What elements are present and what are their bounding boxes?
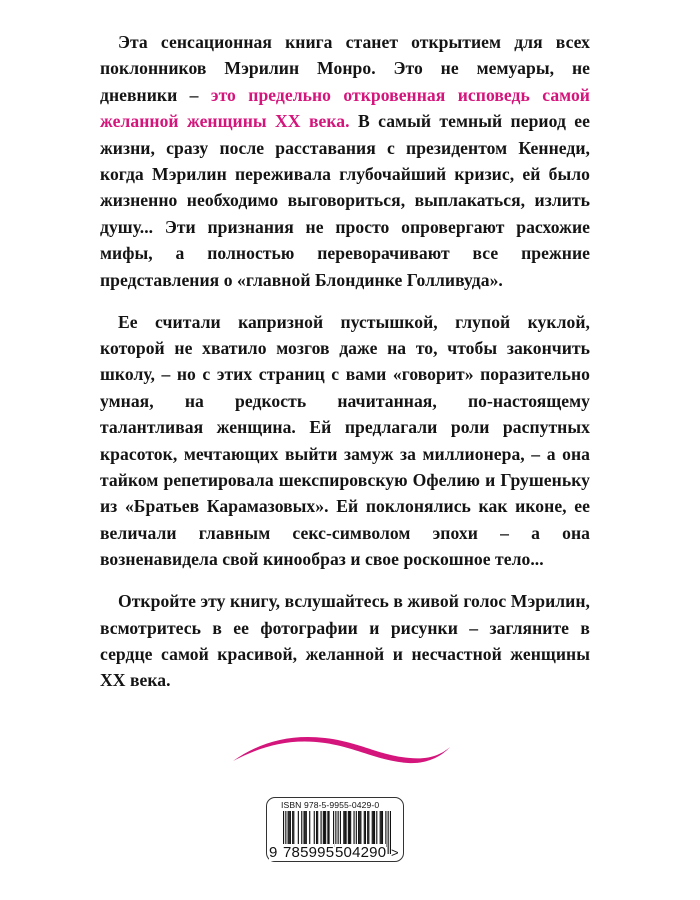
back-cover-blurb [100, 29, 590, 694]
quiet-zone-mark: > [391, 845, 399, 860]
blurb-paragraph-3: Откройте эту книгу, вслушайтесь в живой голос Мэрилин, всмотритесь в ее фотографии и рисунки – загляните в сердце самой красивой, желанной и несчастной женщины XX века. [100, 591, 590, 691]
paragraph-1-body: В самый темный период ее жизни, сразу после расставания с президентом Кеннеди, когда Мэрилин переживала глубочайший кризис, ей было жизненно необходимо выговориться, выплакаться, излить душу... Эти признания не просто опровергают расхожие мифы, а полностью переворачивают все прежние представления о «главной Блондинке Голливуда». [100, 111, 591, 290]
blurb-paragraph-1 [100, 29, 590, 293]
paragraph-1-intro: Эта сенсационная книга станет открытием для всех поклонников Мэрилин Монро. Это не мемуары, не дневники – [100, 32, 590, 105]
swoosh-shape [233, 737, 450, 763]
isbn-label: ISBN 978-5-9955-0429-0 [281, 800, 380, 810]
barcode-first-digit: 9 [269, 844, 278, 861]
pink-swoosh-icon [230, 730, 452, 766]
barcode-left-digits: 785995 [283, 844, 335, 861]
isbn-barcode [266, 797, 404, 862]
blurb-paragraph-2: Ее считали капризной пустышкой, глупой куклой, которой не хватило мозгов даже на то, чтобы закончить школу, – но с этих страниц с вами «говорит» поразительно умная, на редкость начитанная, по-настоящему талантливая женщина. Ей предлагали роли распутных красоток, мечтающих выйти замуж за миллионера, – а она тайком репетировала шекспировскую Офелию и Грушеньку из «Братьев Карамазовых». Ей поклонялись как иконе, ее величали главным секс-символом эпохи – а она возненавидела свой кинообраз и свое роскошное тело... [100, 311, 590, 570]
paragraph-1-highlight: это предельно откровенная исповедь самой желанной женщины XX века. [100, 84, 590, 132]
barcode-right-digits: 504290 [335, 844, 387, 861]
